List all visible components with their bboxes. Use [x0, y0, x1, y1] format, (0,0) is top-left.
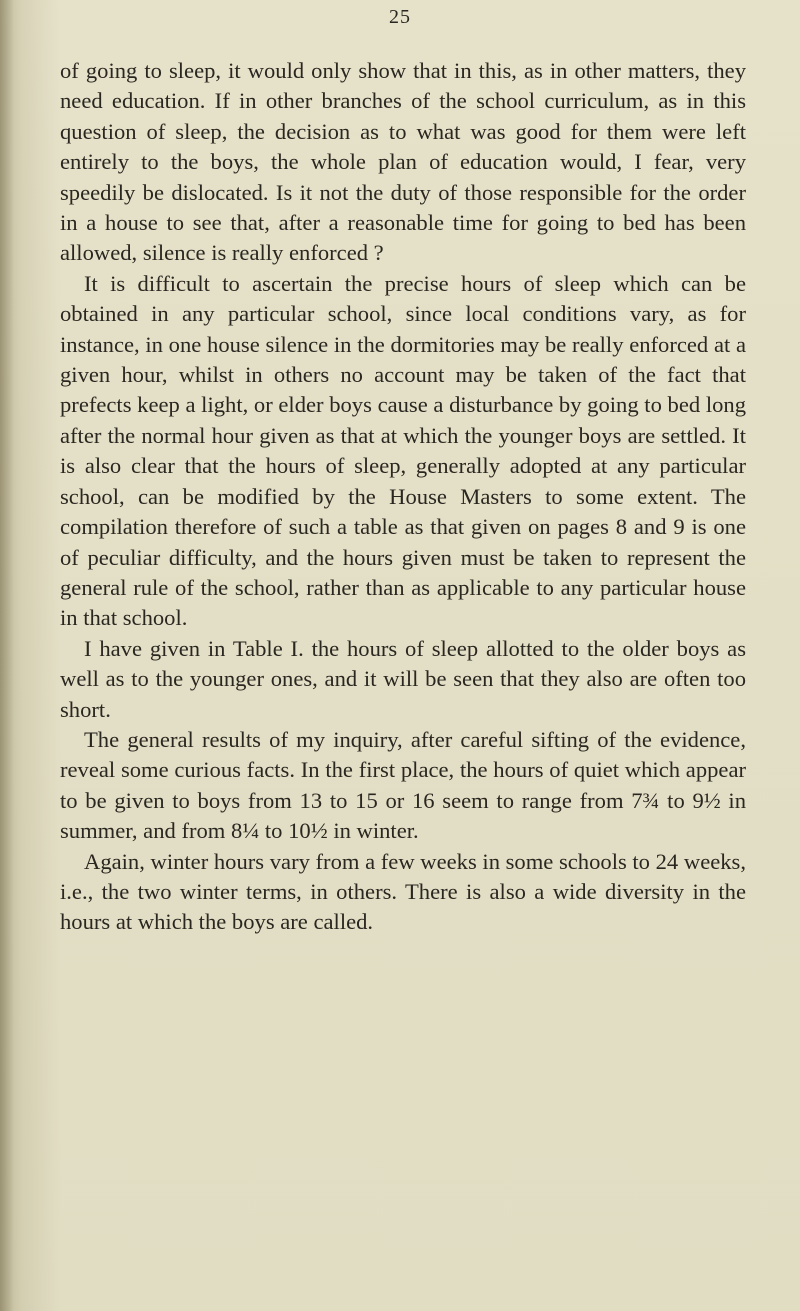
page-number: 25: [389, 6, 411, 28]
paragraph-general-results: The general results of my inquiry, after careful sifting of the evidence, reveal some curious facts. In the first place, the hours of quiet which appear to be given to boys from 13 to 15 or 16 seem to range from 7¾ to 9½ in summer, and from 8¼ to 10½ in winter.: [60, 726, 746, 844]
binding-shadow: [0, 0, 14, 1311]
paragraph-winter-hours: Again, winter hours vary from a few weeks in some schools to 24 weeks, i.e., the two winter terms, in others. There is also a wide diversity in the hours at which the boys are called.: [60, 848, 746, 935]
body-text: [60, 56, 746, 938]
paragraph-sleep-hours-difficulty: It is difficult to ascertain the precise hours of sleep which can be obtained in any particular school, since local conditions vary, as for instance, in one house silence in the dormitories may be really enforced at a given hour, whilst in others no account may be taken of the fact that prefects keep a light, or elder boys cause a disturbance by going to bed long after the normal hour given as that at which the younger boys are settled. It is also clear that the hours of sleep, generally adopted at any particular school, can be modified by the House Masters to some extent. The compilation therefore of such a table as that given on pages 8 and 9 is one of peculiar difficulty, and the hours given must be taken to represent the general rule of the school, rather than as applicable to any particular house in that school.: [60, 270, 746, 631]
paragraph-continuation: of going to sleep, it would only show that in this, as in other matters, they need education. If in other branches of the school curriculum, as in this question of sleep, the decision as to what was good for them were left entirely to the boys, the whole plan of education would, I fear, very speedily be dislocated. Is it not the duty of those responsible for the order in a house to see that, after a reasonable time for going to bed has been allowed, silence is really enforced ?: [60, 58, 746, 266]
paragraph-table-one: I have given in Table I. the hours of sleep allotted to the older boys as well as to the younger ones, and it will be seen that they also are often too short.: [60, 635, 746, 722]
